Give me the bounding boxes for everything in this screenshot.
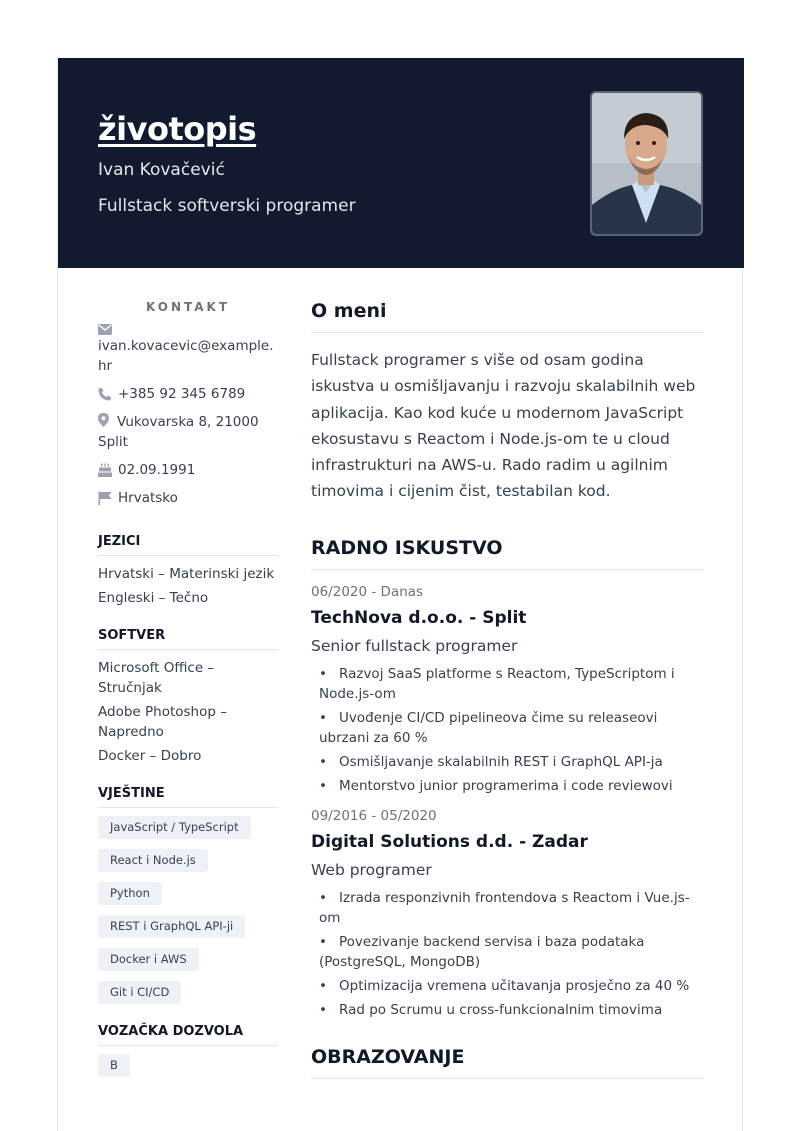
about-heading: O meni [311, 300, 704, 333]
software-item: Microsoft Office – Stručnjak [98, 660, 215, 696]
job-bullets [311, 664, 704, 796]
skill-tag: Python [98, 882, 162, 905]
about-text: Fullstack programer s više od osam godina iskustva u osmišljavanju i razvoju skalabilnih web aplikacija. Kao kod kuće u modernom JavaScript ekosustavu s Reactom i Node.js-om te u cloud infrastrukturi na AWS-u. Rado radim u agilnim timovima i cijenim čist, testabilan kod. [311, 351, 696, 501]
address-value: Vukovarska 8, 21000 Split [98, 414, 259, 450]
birthdate-value: 02.09.1991 [118, 462, 196, 478]
job-bullet: • Osmišljavanje skalabilnih REST i GraphQL API-ja [319, 753, 663, 770]
license-heading: VOZAČKA DOZVOLA [98, 1024, 278, 1046]
skill-tag: JavaScript / TypeScript [98, 816, 251, 839]
location-pin-icon [98, 413, 109, 427]
contact-heading: KONTAKT [145, 300, 231, 314]
job-company: TechNova d.o.o. - Split [311, 607, 527, 628]
job-entry [311, 584, 704, 796]
email-value: ivan.kovacevic@example.hr [98, 338, 274, 374]
job-bullet: • Povezivanje backend servisa i baza podataka (PostgreSQL, MongoDB) [319, 933, 645, 970]
software-item: Docker – Dobro [98, 748, 202, 764]
license-tag: B [98, 1054, 130, 1077]
person-role: Fullstack softverski programer [98, 196, 356, 216]
person-name: Ivan Kovačević [98, 160, 225, 180]
software-item: Adobe Photoshop – Napredno [98, 704, 227, 740]
birthday-cake-icon [98, 463, 112, 477]
resume-page [57, 58, 743, 1131]
languages-heading: JEZICI [98, 534, 278, 556]
flag-icon [98, 491, 112, 505]
resume-header [58, 58, 744, 268]
envelope-icon [98, 324, 112, 335]
language-item: Engleski – Tečno [98, 590, 209, 606]
language-item: Hrvatski – Materinski jezik [98, 566, 275, 582]
job-company: Digital Solutions d.d. - Zadar [311, 831, 588, 852]
experience-heading: RADNO ISKUSTVO [311, 537, 704, 570]
education-heading: OBRAZOVANJE [311, 1046, 704, 1079]
contact-email [98, 320, 278, 376]
job-title: Web programer [311, 860, 432, 879]
skill-tag: Docker i AWS [98, 948, 199, 971]
contact-phone [98, 384, 278, 404]
job-bullet: • Razvoj SaaS platforme s Reactom, TypeScriptom i Node.js-om [319, 665, 675, 702]
skill-tag: Git i CI/CD [98, 981, 181, 1004]
nationality-value: Hrvatsko [118, 490, 178, 506]
skills-list [98, 816, 278, 1014]
skills-heading: VJEŠTINE [98, 786, 278, 808]
job-bullets [311, 888, 704, 1020]
job-date: 06/2020 - Danas [311, 583, 424, 600]
profile-photo [590, 91, 703, 236]
sidebar [98, 300, 278, 1087]
job-bullet: • Izrada responzivnih frontendova s Reactom i Vue.js-om [319, 889, 690, 926]
contact-birthdate [98, 460, 278, 480]
job-bullet: • Mentorstvo junior programerima i code reviewovi [319, 777, 673, 794]
job-bullet: • Uvođenje CI/CD pipelineova čime su releaseovi ubrzani za 60 % [319, 709, 658, 746]
job-entry [311, 808, 704, 1020]
job-bullet: • Rad po Scrumu u cross-funkcionalnim timovima [319, 1001, 663, 1018]
phone-icon [98, 387, 112, 401]
software-heading: SOFTVER [98, 628, 278, 650]
job-date: 09/2016 - 05/2020 [311, 807, 437, 824]
license-list [98, 1054, 278, 1087]
job-bullet: • Optimizacija vremena učitavanja prosječno za 40 % [319, 977, 690, 994]
resume-title: životopis [98, 110, 257, 148]
contact-nationality [98, 488, 278, 508]
contact-address [98, 412, 278, 452]
main-content [311, 300, 704, 1079]
skill-tag: REST i GraphQL API-ji [98, 915, 245, 938]
skill-tag: React i Node.js [98, 849, 208, 872]
job-title: Senior fullstack programer [311, 636, 518, 655]
phone-value: +385 92 345 6789 [118, 386, 246, 402]
